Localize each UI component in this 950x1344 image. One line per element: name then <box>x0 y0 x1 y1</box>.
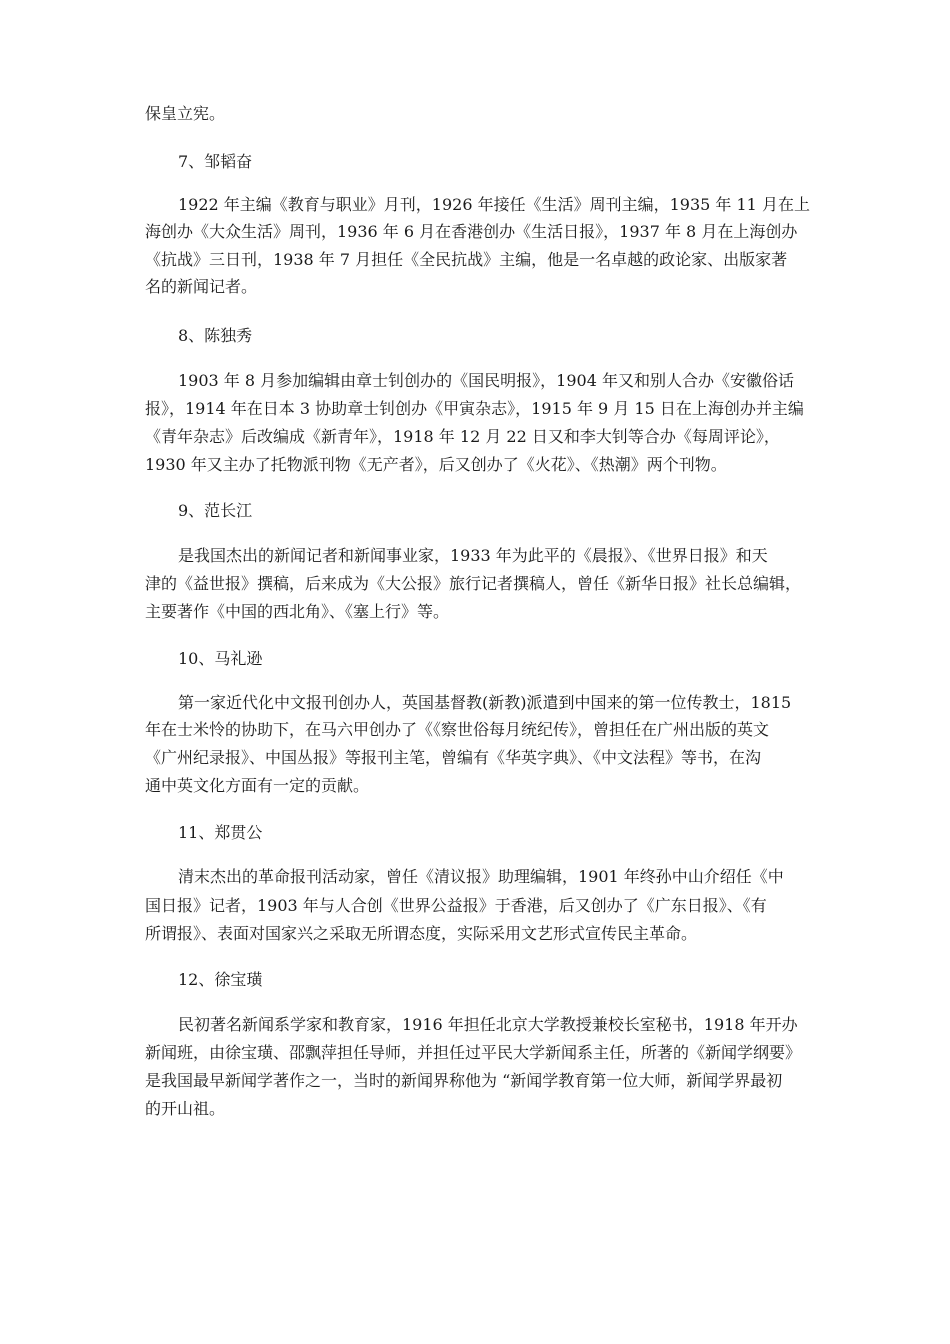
paragraph-line: 国日报》记者，1903 年与人合创《世界公益报》于香港，后又创办了《广东日报》、《有 <box>145 896 767 915</box>
section-heading: 7、邹韬奋 <box>178 152 253 171</box>
section-heading: 9、范长江 <box>178 501 253 520</box>
section-heading: 8、陈独秀 <box>178 326 253 345</box>
section-heading: 12、徐宝璜 <box>178 970 263 989</box>
paragraph-line: 报》，1914 年在日本 3 协助章士钊创办《甲寅杂志》，1915 年 9 月 15 日在上海创办并主编 <box>145 399 804 418</box>
paragraph-line: 《青年杂志》后改编成《新青年》，1918 年 12 月 22 日又和李大钊等合办《每周评论》， <box>145 427 780 446</box>
paragraph-line: 《抗战》三日刊，1938 年 7 月担任《全民抗战》主编，他是一名卓越的政论家、出版家著 <box>145 250 788 269</box>
paragraph-line: 清末杰出的革命报刊活动家，曾任《清议报》助理编辑，1901 年终孙中山介绍任《中 <box>178 867 784 886</box>
paragraph-line: 海创办《大众生活》周刊，1936 年 6 月在香港创办《生活日报》，1937 年 8 月在上海创办 <box>145 222 798 241</box>
paragraph-line: 第一家近代化中文报刊创办人，英国基督教(新教)派遣到中国来的第一位传教士，1815 <box>178 693 792 712</box>
paragraph-line: 所谓报》、表面对国家兴之采取无所谓态度，实际采用文艺形式宣传民主革命。 <box>145 924 698 943</box>
paragraph-line: 新闻班，由徐宝璜、邵飘萍担任导师，并担任过平民大学新闻系主任，所著的《新闻学纲要》 <box>145 1043 802 1062</box>
paragraph-line: 民初著名新闻系学家和教育家，1916 年担任北京大学教授兼校长室秘书，1918 年开办 <box>178 1015 798 1034</box>
paragraph-line: 1903 年 8 月参加编辑由章士钊创办的《国民明报》，1904 年又和别人合办《安徽俗话 <box>178 371 794 390</box>
paragraph-line: 是我国最早新闻学著作之一，当时的新闻界称他为 “新闻学教育第一位大师，新闻学界最初 <box>145 1071 783 1090</box>
paragraph-line: 1930 年又主办了托物派刊物《无产者》，后又创办了《火花》、《热潮》两个刊物。 <box>145 455 727 474</box>
paragraph-line: 通中英文化方面有一定的贡献。 <box>145 776 370 795</box>
paragraph-line: 津的《益世报》撰稿，后来成为《大公报》旅行记者撰稿人，曾任《新华日报》社长总编辑， <box>145 574 802 593</box>
paragraph-line: 1922 年主编《教育与职业》月刊，1926 年接任《生活》周刊主编，1935 年 11 月在上 <box>178 195 810 214</box>
paragraph-line: 主要著作《中国的西北角》、《塞上行》等。 <box>145 602 450 621</box>
paragraph-line: 的开山祖。 <box>145 1099 226 1118</box>
section-heading: 11、郑贯公 <box>178 823 263 842</box>
paragraph-line: 年在士米怜的协助下，在马六甲创办了《《察世俗每月统纪传》，曾担任在广州出版的英文 <box>145 720 770 739</box>
paragraph-line: 《广州纪录报》、中国丛报》等报刊主笔，曾编有《华英字典》、《中文法程》等书，在沟 <box>145 748 762 767</box>
paragraph-line: 是我国杰出的新闻记者和新闻事业家，1933 年为此平的《晨报》、《世界日报》和天 <box>178 546 768 565</box>
continuation-text: 保皇立宪。 <box>145 104 226 123</box>
section-heading: 10、马礼逊 <box>178 649 263 668</box>
paragraph-line: 名的新闻记者。 <box>145 277 258 296</box>
